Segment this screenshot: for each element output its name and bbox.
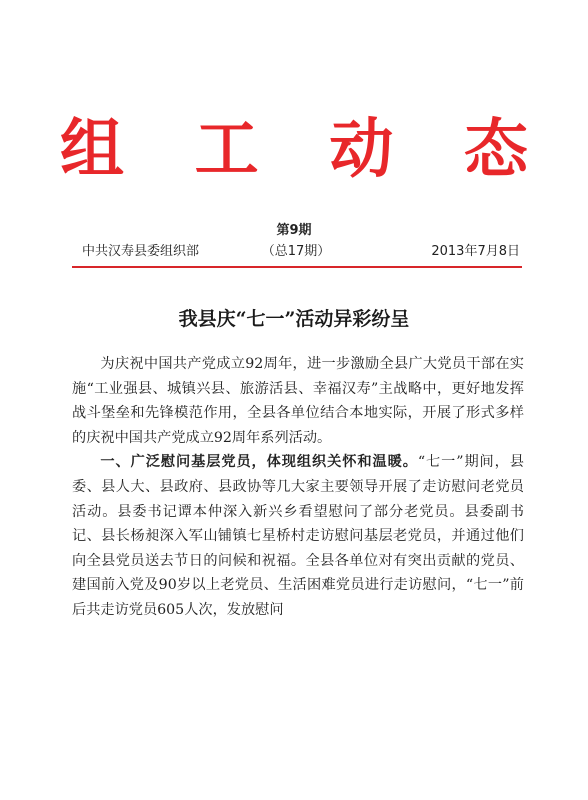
article-body bbox=[72, 352, 524, 623]
total-issue-number: （总17期） bbox=[261, 244, 331, 259]
section-1-heading: 一、广泛慰问基层党员，体现组织关怀和温暖。 bbox=[100, 454, 418, 471]
intro-paragraph: 为庆祝中国共产党成立92周年，进一步激励全县广大党员干部在实施“工业强县、城镇兴县、旅游活县、幸福汉寿”主战略中，更好地发挥战斗堡垒和先锋模范作用，全县各单位结合本地实际，开展了形式多样的庆祝中国共产党成立92周年系列活动。 bbox=[72, 356, 524, 446]
issue-number: 第9期 bbox=[276, 223, 312, 238]
issuing-organization: 中共汉寿县委组织部 bbox=[82, 244, 200, 259]
masthead-char-1: 组 bbox=[60, 113, 124, 187]
section-1-body: “七一”期间，县委、县人大、县政府、县政协等几大家主要领导开展了走访慰问老党员活动。县委书记谭本仲深入新兴乡看望慰问了部分老党员。县委副书记、县长杨昶深入军山铺镇七星桥村走访慰问基层老党员，并通过他们向全县党员送去节日的问候和祝福。全县各单位对有突出贡献的党员、建国前入党及90岁以上老党员、生活困难党员进行走访慰问，“七一”前后共走访党员605人次，发放慰问 bbox=[72, 454, 524, 618]
header-divider bbox=[72, 266, 522, 268]
issue-date: 2013年7月8日 bbox=[431, 244, 520, 259]
masthead-title bbox=[60, 112, 528, 188]
article-title: 我县庆“七一”活动异彩纷呈 bbox=[178, 308, 410, 330]
masthead-char-3: 动 bbox=[329, 113, 394, 187]
issue-meta-row bbox=[72, 240, 520, 258]
section-1-paragraph bbox=[72, 450, 524, 622]
masthead-char-4: 态 bbox=[463, 113, 528, 187]
masthead-char-2: 工 bbox=[194, 113, 259, 187]
